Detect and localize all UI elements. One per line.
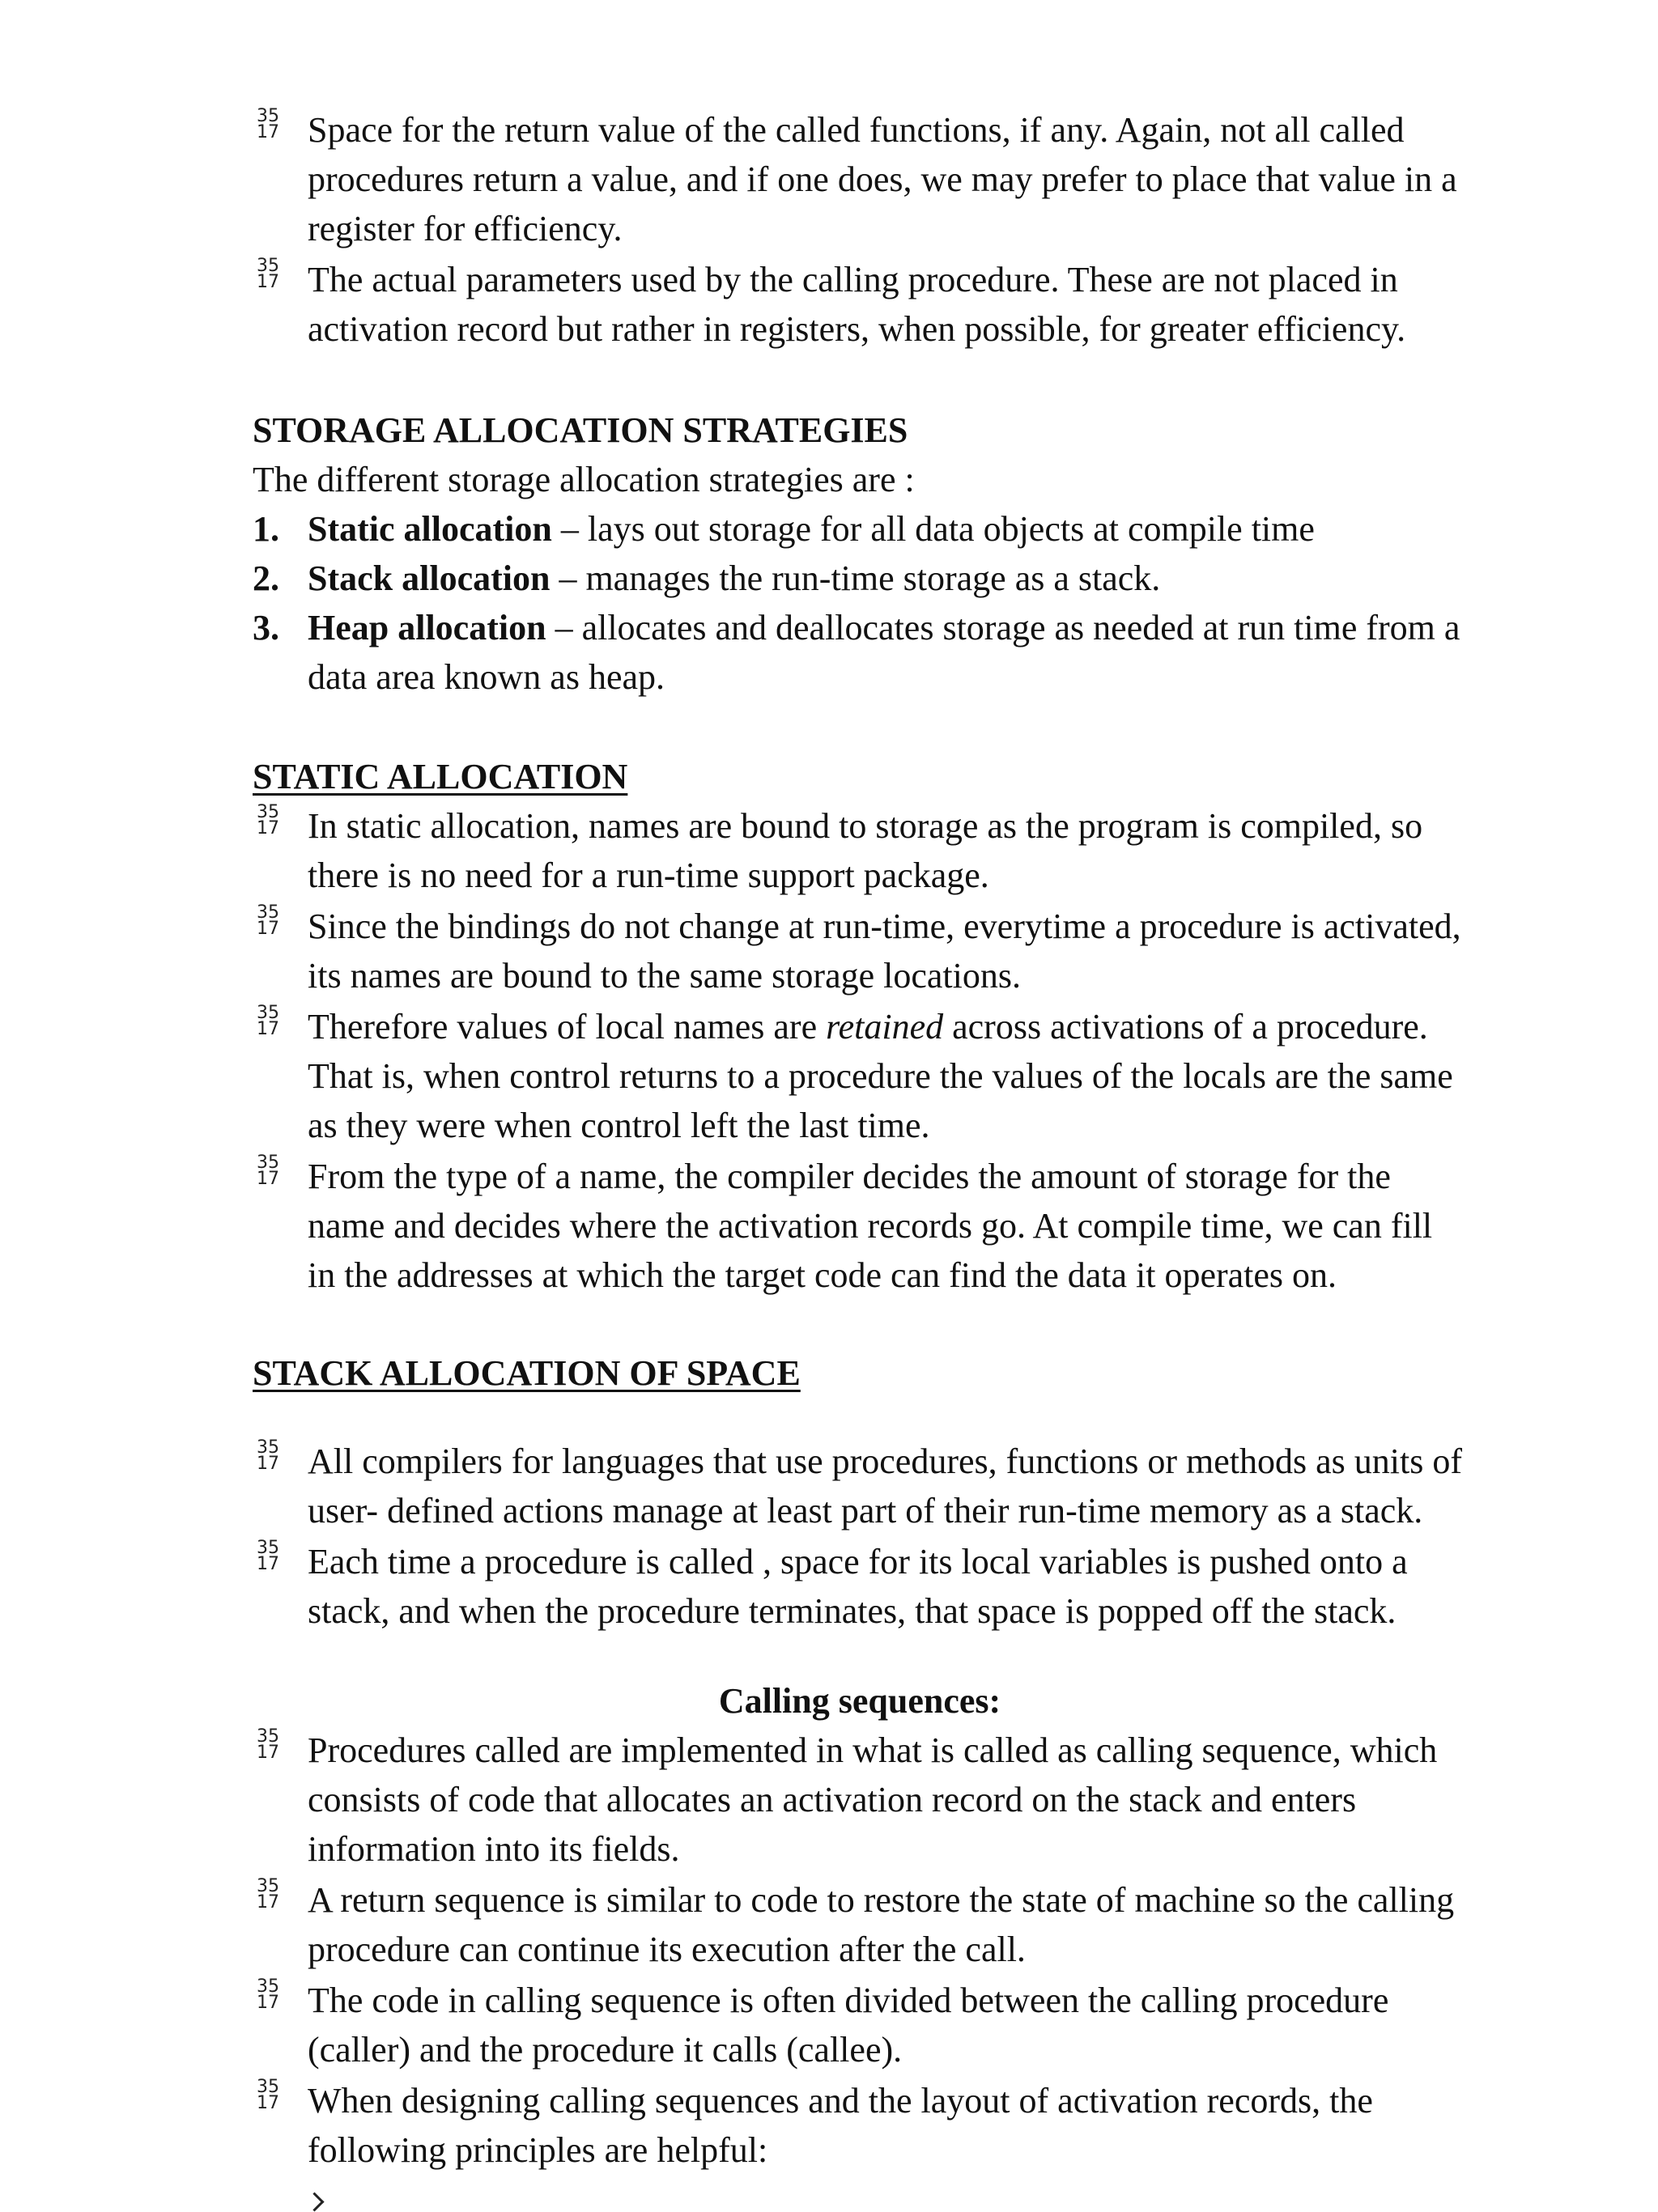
list-number: 3. bbox=[253, 608, 279, 647]
list-item-numbered bbox=[253, 603, 1467, 702]
list-item bbox=[253, 105, 1467, 253]
section-intro: The different storage allocation strategies are : bbox=[253, 460, 915, 499]
bullet-text-after: across activations of a procedure. That is, when control returns to a procedure the values of the locals are the same as they were when control left the last time. bbox=[308, 1007, 1453, 1145]
list-item-numbered bbox=[253, 554, 1467, 603]
section-heading-calling-sequences: Calling sequences: bbox=[718, 1681, 1001, 1721]
list-number: 1. bbox=[253, 509, 279, 549]
bullet-marker-icon: 35 17 bbox=[257, 802, 279, 839]
list-item bbox=[253, 1976, 1467, 2074]
list-item bbox=[253, 801, 1467, 900]
list-item bbox=[253, 2076, 1467, 2175]
bullet-text-before: Therefore values of local names are bbox=[308, 1007, 827, 1047]
bullet-text: Space for the return value of the called functions, if any. Again, not all called procedures return a value, and if one does, we may prefer to place that value in a register for efficiency. bbox=[308, 110, 1457, 248]
list-item bbox=[253, 1437, 1467, 1535]
list-item bbox=[253, 1726, 1467, 1874]
section-heading-static-allocation: STATIC ALLOCATION bbox=[253, 757, 628, 796]
list-item bbox=[253, 902, 1467, 1000]
bullet-text: The actual parameters used by the calling procedure. These are not placed in activation record but rather in registers, when possible, for greater efficiency. bbox=[308, 260, 1406, 349]
list-term: Heap allocation bbox=[308, 608, 546, 647]
bullet-text: All compilers for languages that use procedures, functions or methods as units of user- defined actions manage at least part of their run-time memory as a stack. bbox=[308, 1441, 1463, 1531]
list-term: Stack allocation bbox=[308, 558, 551, 598]
list-item bbox=[253, 1002, 1467, 1150]
list-item-numbered bbox=[253, 504, 1467, 554]
list-text: – manages the run-time storage as a stack. bbox=[550, 558, 1161, 598]
bullet-marker-icon: 35 17 bbox=[257, 1726, 279, 1763]
bullet-marker-icon: 35 17 bbox=[257, 2077, 279, 2113]
bullet-marker-icon: 35 17 bbox=[257, 1003, 279, 1039]
bullet-text: Since the bindings do not change at run-time, everytime a procedure is activated, its names are bound to the same storage locations. bbox=[308, 906, 1461, 996]
list-item bbox=[253, 1152, 1467, 1300]
arrow-bullet-icon bbox=[304, 2192, 324, 2211]
bullet-text: A return sequence is similar to code to restore the state of machine so the calling procedure can continue its execution after the call. bbox=[308, 1880, 1455, 1969]
list-number: 2. bbox=[253, 558, 279, 598]
list-term: Static allocation bbox=[308, 509, 552, 549]
list-item bbox=[253, 1537, 1467, 1636]
page-content bbox=[253, 105, 1467, 2176]
bullet-marker-icon: 35 17 bbox=[257, 1437, 279, 1474]
bullet-marker-icon: 35 17 bbox=[257, 106, 279, 142]
section-heading-storage-strategies: STORAGE ALLOCATION STRATEGIES bbox=[253, 410, 908, 450]
bullet-text: Each time a procedure is called , space for its local variables is pushed onto a stack, and when the procedure terminates, that space is popped off the stack. bbox=[308, 1542, 1408, 1631]
bullet-text: From the type of a name, the compiler decides the amount of storage for the name and decides where the activation records go. At compile time, we can fill in the addresses at which the target code can find the data it operates on. bbox=[308, 1157, 1433, 1295]
bullet-marker-icon: 35 17 bbox=[257, 1876, 279, 1913]
bullet-marker-icon: 35 17 bbox=[257, 256, 279, 292]
bullet-text: When designing calling sequences and the layout of activation records, the following principles are helpful: bbox=[308, 2081, 1373, 2170]
bullet-text: In static allocation, names are bound to storage as the program is compiled, so there is no need for a run-time support package. bbox=[308, 806, 1423, 895]
list-item bbox=[253, 1875, 1467, 1974]
bullet-marker-icon: 35 17 bbox=[257, 1153, 279, 1189]
bullet-text: Procedures called are implemented in what is called as calling sequence, which consists of code that allocates an activation record on the stack and enters information into its fields. bbox=[308, 1730, 1438, 1869]
bullet-text: The code in calling sequence is often divided between the calling procedure (caller) and the procedure it calls (callee). bbox=[308, 1981, 1389, 2070]
list-text: – allocates and deallocates storage as needed at run time from a data area known as heap. bbox=[308, 608, 1460, 697]
list-item bbox=[253, 255, 1467, 354]
bullet-marker-icon: 35 17 bbox=[257, 1538, 279, 1574]
emphasis-retained: retained bbox=[826, 1007, 944, 1047]
bullet-marker-icon: 35 17 bbox=[257, 1976, 279, 2013]
list-text: – lays out storage for all data objects at compile time bbox=[551, 509, 1315, 549]
section-heading-stack-allocation: STACK ALLOCATION OF SPACE bbox=[253, 1353, 801, 1393]
bullet-marker-icon: 35 17 bbox=[257, 902, 279, 939]
